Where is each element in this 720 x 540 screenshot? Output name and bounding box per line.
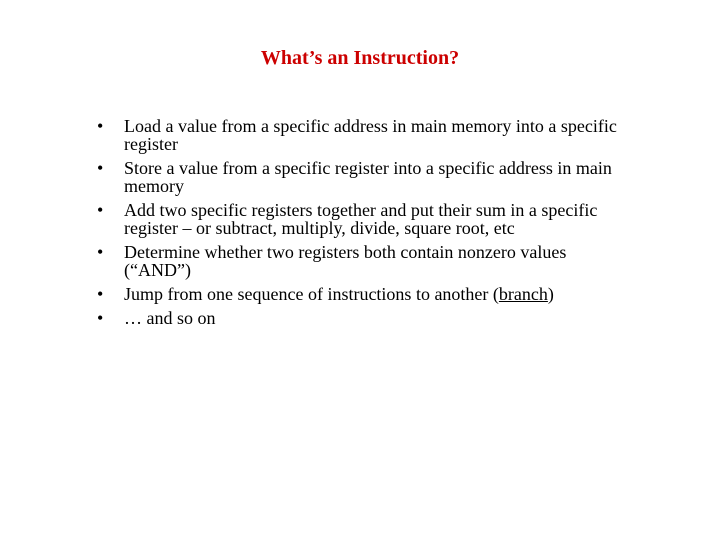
bullet-text-pre: Jump from one sequence of instructions to another ( [124,284,499,304]
bullet-item-etc [97,309,637,327]
bullet-text: … and so on [124,308,216,328]
bullet-item-jump [97,285,637,303]
bullet-icon: • [97,200,104,220]
bullet-icon: • [97,242,104,262]
bullet-item-add [97,201,637,237]
bullet-text-post: ) [547,284,554,304]
bullet-text: Store a value from a specific register into a specific address in main memory [124,158,612,196]
bullet-icon: • [97,284,104,304]
branch-term: branch [498,284,548,304]
bullet-icon: • [97,158,104,178]
bullet-icon: • [97,116,104,136]
slide-title: What’s an Instruction? [260,47,460,69]
bullet-text: Add two specific registers together and put their sum in a specific register – or subtract, multiply, divide, square root, etc [124,200,598,238]
bullet-text: Determine whether two registers both contain nonzero values (“AND”) [124,242,567,280]
bullet-item-load [97,117,637,153]
bullet-icon: • [97,308,104,328]
bullet-item-store [97,159,637,195]
bullet-text: Load a value from a specific address in main memory into a specific register [124,116,617,154]
bullet-item-and [97,243,637,279]
bullet-list [97,117,637,333]
